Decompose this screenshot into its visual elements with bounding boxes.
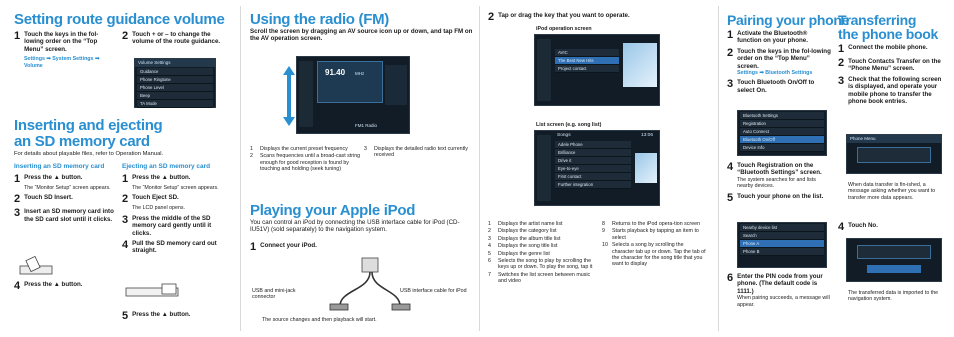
- device-list-row[interactable]: Phone A: [740, 240, 824, 248]
- ipod-screen-label: iPod operation screen: [536, 26, 592, 32]
- ipod-legend-number: 6: [488, 258, 491, 265]
- ipod-legend-text: Starts playback by tapping an item to select: [612, 228, 699, 241]
- radio-legend-item: [250, 153, 362, 172]
- list-header: Songs: [557, 133, 571, 138]
- ipod-legend-number: 1: [488, 221, 491, 227]
- insert-step-1-note: The “Monitor Setup” screen appears.: [24, 185, 111, 191]
- drag-updown-arrow-icon: [282, 66, 296, 126]
- transfer-confirm-screen: [846, 238, 942, 282]
- radio-intro: Scroll the screen by dragging an AV source icon up or down, and tap FM on the AV operation screen.: [250, 28, 473, 43]
- insert-step-1: Press the ▲ button.: [24, 174, 83, 181]
- radio-legend-number: 2: [250, 153, 253, 160]
- section-title-transfer-b: the phone book: [838, 26, 939, 42]
- sd-card-insert-illustration: [18, 256, 56, 282]
- radio-legend-text: Scans frequencies until a broad-cast string enough for good reception is found by touching and holding (seek tuning): [260, 153, 361, 173]
- radio-band-label: FM1 Radio: [355, 123, 378, 128]
- ipod-menu-row[interactable]: Project contact: [555, 65, 619, 73]
- step-text: Touch + or – to change the volume of the route guidance.: [132, 31, 221, 46]
- transfer-step-2: Touch Contacts Transfer on the “Phone Menu” screen.: [848, 58, 941, 73]
- section-title-sd-a: Inserting and ejecting: [14, 117, 163, 134]
- device-list-screen: [737, 222, 827, 268]
- volume-step-1: [14, 31, 114, 69]
- radio-legend-number: 3: [364, 146, 367, 152]
- radio-frequency: 91.40: [325, 68, 346, 77]
- pair-step-6-note: When pairing succeeds, a message will appear.: [737, 295, 830, 308]
- insert-heading: Inserting an SD memory card: [14, 163, 105, 170]
- bluetooth-settings-screen: [737, 110, 827, 156]
- transfer-step-1: Connect the mobile phone.: [848, 44, 928, 51]
- bluetooth-setting-row[interactable]: Registration: [740, 120, 824, 128]
- pair-step-6: Enter the PIN code from your phone. (The default code is 1111.): [737, 273, 823, 295]
- pair-step-4-note: The system searches for and lists nearby devices.: [737, 176, 816, 190]
- song-list-row[interactable]: Eye-to-eye: [555, 165, 631, 173]
- label-usb-jack: USB and mini-jack connector: [252, 288, 296, 301]
- phone-menu-screen: [846, 134, 942, 174]
- eject-step-2: Touch Eject SD.: [132, 194, 179, 202]
- ipod-legend-number: 7: [488, 271, 491, 278]
- ipod-legend-item: [488, 228, 600, 234]
- device-list-row[interactable]: Phone B: [740, 248, 824, 256]
- volume-step-2: [122, 31, 222, 46]
- section-title-radio: Using the radio (FM): [250, 11, 389, 28]
- sd-intro: For details about playable files, refer to Operation Manual.: [14, 151, 164, 157]
- volume-setting-row[interactable]: Phone Ringtone: [137, 76, 213, 84]
- ipod-legend-number: 5: [488, 250, 491, 257]
- ipod-menu-row[interactable]: AVIC: [555, 49, 619, 57]
- ipod-legend-text: Displays the song title list: [498, 243, 558, 250]
- section-title-volume: Setting route guidance volume: [14, 11, 225, 28]
- radio-screen: [296, 56, 410, 134]
- ipod-legend-number: 8: [602, 221, 605, 227]
- transfer-step-4: 4 Touch No.: [838, 221, 878, 233]
- radio-legend-item: [250, 146, 362, 152]
- eject-step-5: 5 Press the ▲ button.: [122, 310, 191, 322]
- ipod-menu-row[interactable]: The Best New Hits: [555, 57, 619, 65]
- eject-step-1-note: The “Monitor Setup” screen appears.: [132, 185, 219, 191]
- ipod-cable-illustration: [300, 256, 450, 318]
- eject-step-2-note: The LCD panel opens.: [132, 205, 186, 212]
- ipod-legend-number: 9: [602, 228, 605, 235]
- song-list-row[interactable]: Brilliance: [555, 149, 631, 157]
- label-usb-cable: USB interface cable for iPod: [400, 288, 467, 294]
- insert-step-2: Touch SD Insert.: [24, 194, 73, 202]
- section-title-pairing: Pairing your phone: [727, 12, 850, 28]
- volume-setting-row[interactable]: TA Mode: [137, 100, 213, 108]
- transfer-steps: 1 Connect the mobile phone. 2 Touch Contacts Transfer on the “Phone Menu” screen. 3 Check that the following screen is displayed, and operate your mobile phone to transfer the phone book entries.: [838, 43, 942, 106]
- pairing-steps-b: 4 Touch Registration on the “Bluetooth Settings” screen. The system searches for and lists nearby devices. 5 Touch your phone on the list.: [727, 162, 831, 204]
- volume-setting-row[interactable]: Phone Level: [137, 84, 213, 92]
- song-list-row[interactable]: Adele Phone: [555, 141, 631, 149]
- section-title-ipod: Playing your Apple iPod: [250, 202, 416, 219]
- pairing-steps-c: 6 Enter the PIN code from your phone. (The default code is 1111.) When pairing succeeds, a message will appear.: [727, 272, 830, 308]
- insert-step-4: 4 Press the ▲ button.: [14, 280, 83, 292]
- volume-setting-row[interactable]: Guidance: [137, 68, 213, 76]
- insert-steps: 1 Press the ▲ button. The “Monitor Setup” screen appears. 2 Touch SD Insert. 3 Insert an SD memory card into the SD card slot until it clicks.: [14, 173, 114, 223]
- ipod-legend-item: [488, 258, 600, 271]
- ipod-footer: The source changes and then playback will start.: [262, 317, 377, 323]
- device-list-row[interactable]: Search: [740, 232, 824, 240]
- volume-setting-row[interactable]: Beep: [137, 92, 213, 100]
- ipod-legend-text: Displays the artist name list: [498, 221, 563, 227]
- transfer-note-2: The transferred data is imported to the navigation system.: [848, 290, 939, 303]
- ipod-operation-screen: [534, 34, 660, 106]
- radio-legend-left: [250, 146, 362, 174]
- eject-steps: 1 Press the ▲ button. The “Monitor Setup” screen appears. 2 Touch Eject SD. The LCD panel opens. 3 Press the middle of the SD memory card gently until it clicks. 4 Pull the SD memory card out straight.: [122, 174, 226, 255]
- radio-legend-text: Displays the detailed radio text currently received: [374, 146, 468, 159]
- ipod-step-1: 1 Connect your iPod.: [250, 241, 317, 253]
- screen-title: Volume Settings: [135, 59, 215, 67]
- bluetooth-setting-row[interactable]: Auto Connect: [740, 128, 824, 136]
- device-list-row[interactable]: Nearby device list: [740, 224, 824, 232]
- radio-legend-text: Displays the current preset frequency: [260, 146, 348, 152]
- ipod-legend-text: Displays the genre list: [498, 250, 550, 257]
- ipod-legend-number: 3: [488, 235, 491, 242]
- ipod-legend-item: [488, 221, 600, 227]
- ipod-legend-left: [488, 221, 600, 286]
- step-number: 1: [14, 30, 21, 42]
- pairing-steps: 1 Activate the Bluetooth® function on your phone. 2 Touch the keys in the fol-lowing order on the “Top Menu” screen. Settings ➡ Bluetooth Settings 3 Touch Bluetooth On/Off to select On.: [727, 29, 831, 94]
- pair-step-2: Touch the keys in the fol-lowing order on the “Top Menu” screen.: [737, 47, 831, 70]
- insert-step-3: Insert an SD memory card into the SD card slot until it clicks.: [24, 208, 114, 223]
- pair-step-5: Touch your phone on the list.: [737, 192, 824, 200]
- ipod-legend-item: [602, 228, 706, 241]
- ipod-legend-item: [488, 236, 600, 242]
- step-text: Touch the keys in the fol-lowing order on the “Top Menu” screen.: [24, 31, 99, 53]
- ipod-legend-item: [488, 243, 600, 249]
- ipod-intro: You can control an iPod by connecting the USB interface cable for iPod (CD-IU51V) (sold separately) to the navigation system.: [250, 219, 460, 234]
- eject-step-4: Pull the SD memory card out straight.: [132, 240, 217, 255]
- ipod-legend-right: [602, 221, 706, 269]
- ipod-legend-item: [602, 242, 706, 268]
- song-list-row[interactable]: First contact: [555, 173, 631, 181]
- song-list-row[interactable]: Drive it: [555, 157, 631, 165]
- list-time: 13:06: [641, 133, 654, 138]
- transfer-step-3: Check that the following screen is displayed, and operate your mobile phone to transfer the phone book entries.: [848, 75, 942, 106]
- ipod-legend-text: Selects a song by scrolling the character tab up or down. Tap the tab of the character for the song title that you want to display: [612, 242, 706, 268]
- eject-step-1: Press the ▲ button.: [132, 174, 191, 181]
- eject-step-3: Press the middle of the SD memory card gently until it clicks.: [132, 214, 212, 237]
- phone-menu-title: Phone Menu: [847, 135, 941, 143]
- section-title-sd-b: an SD memory card: [14, 133, 150, 150]
- eject-heading: Ejecting an SD memory card: [122, 163, 211, 170]
- ipod-legend-text: Returns to the iPod opera-tion screen: [612, 221, 701, 227]
- ipod-legend-item: [602, 221, 706, 227]
- ipod-legend-number: 2: [488, 228, 491, 235]
- list-screen-label: List screen (e.g. song list): [536, 122, 602, 128]
- radio-legend-item: [364, 146, 480, 159]
- radio-legend-number: 1: [250, 146, 253, 152]
- song-list-row[interactable]: Further integration: [555, 181, 631, 189]
- sd-card-eject-illustration: [124, 282, 182, 302]
- pair-step-1: Activate the Bluetooth® function on your phone.: [737, 30, 808, 45]
- ipod-legend-text: Displays the category list: [498, 228, 557, 235]
- ipod-legend-text: Selects the song to play by scrolling the keys up or down. To play the song, tap it: [498, 258, 593, 271]
- menu-path: Settings ➡ System Settings ➡ Volume: [24, 56, 100, 69]
- ipod-legend-text: Switches the list screen between music and video: [498, 271, 591, 285]
- pair-step-4: Touch Registration on the “Bluetooth Settings” screen.: [737, 162, 822, 177]
- ipod-legend-item: [488, 272, 600, 285]
- bluetooth-setting-row[interactable]: Device Info: [740, 144, 824, 152]
- ipod-legend-number: 10: [602, 242, 608, 249]
- volume-settings-screen: [134, 58, 216, 108]
- radio-legend-right: [364, 146, 480, 160]
- pair-step-3: Touch Bluetooth On/Off to select On.: [737, 79, 815, 94]
- step-number: 2: [122, 30, 129, 42]
- transfer-note-1: When data transfer is fin-ished, a message asking whether you want to transfer more data appears.: [848, 182, 936, 201]
- bluetooth-setting-row[interactable]: Bluetooth Settings: [740, 112, 824, 120]
- ipod-legend-item: [488, 251, 600, 257]
- ipod-legend-number: 4: [488, 243, 491, 250]
- ipod-list-screen: [534, 130, 660, 206]
- bluetooth-setting-row[interactable]: Bluetooth On/Off: [740, 136, 824, 144]
- section-title-transfer-a: Transferring: [838, 12, 917, 28]
- pair-step-2-path: Settings ➡ Bluetooth Settings: [737, 70, 813, 77]
- radio-frequency-unit: MHz: [355, 71, 365, 76]
- ipod-legend-text: Displays the album title list: [498, 235, 561, 242]
- ipod-step-2: 2 Tap or drag the key that you want to operate.: [488, 11, 630, 23]
